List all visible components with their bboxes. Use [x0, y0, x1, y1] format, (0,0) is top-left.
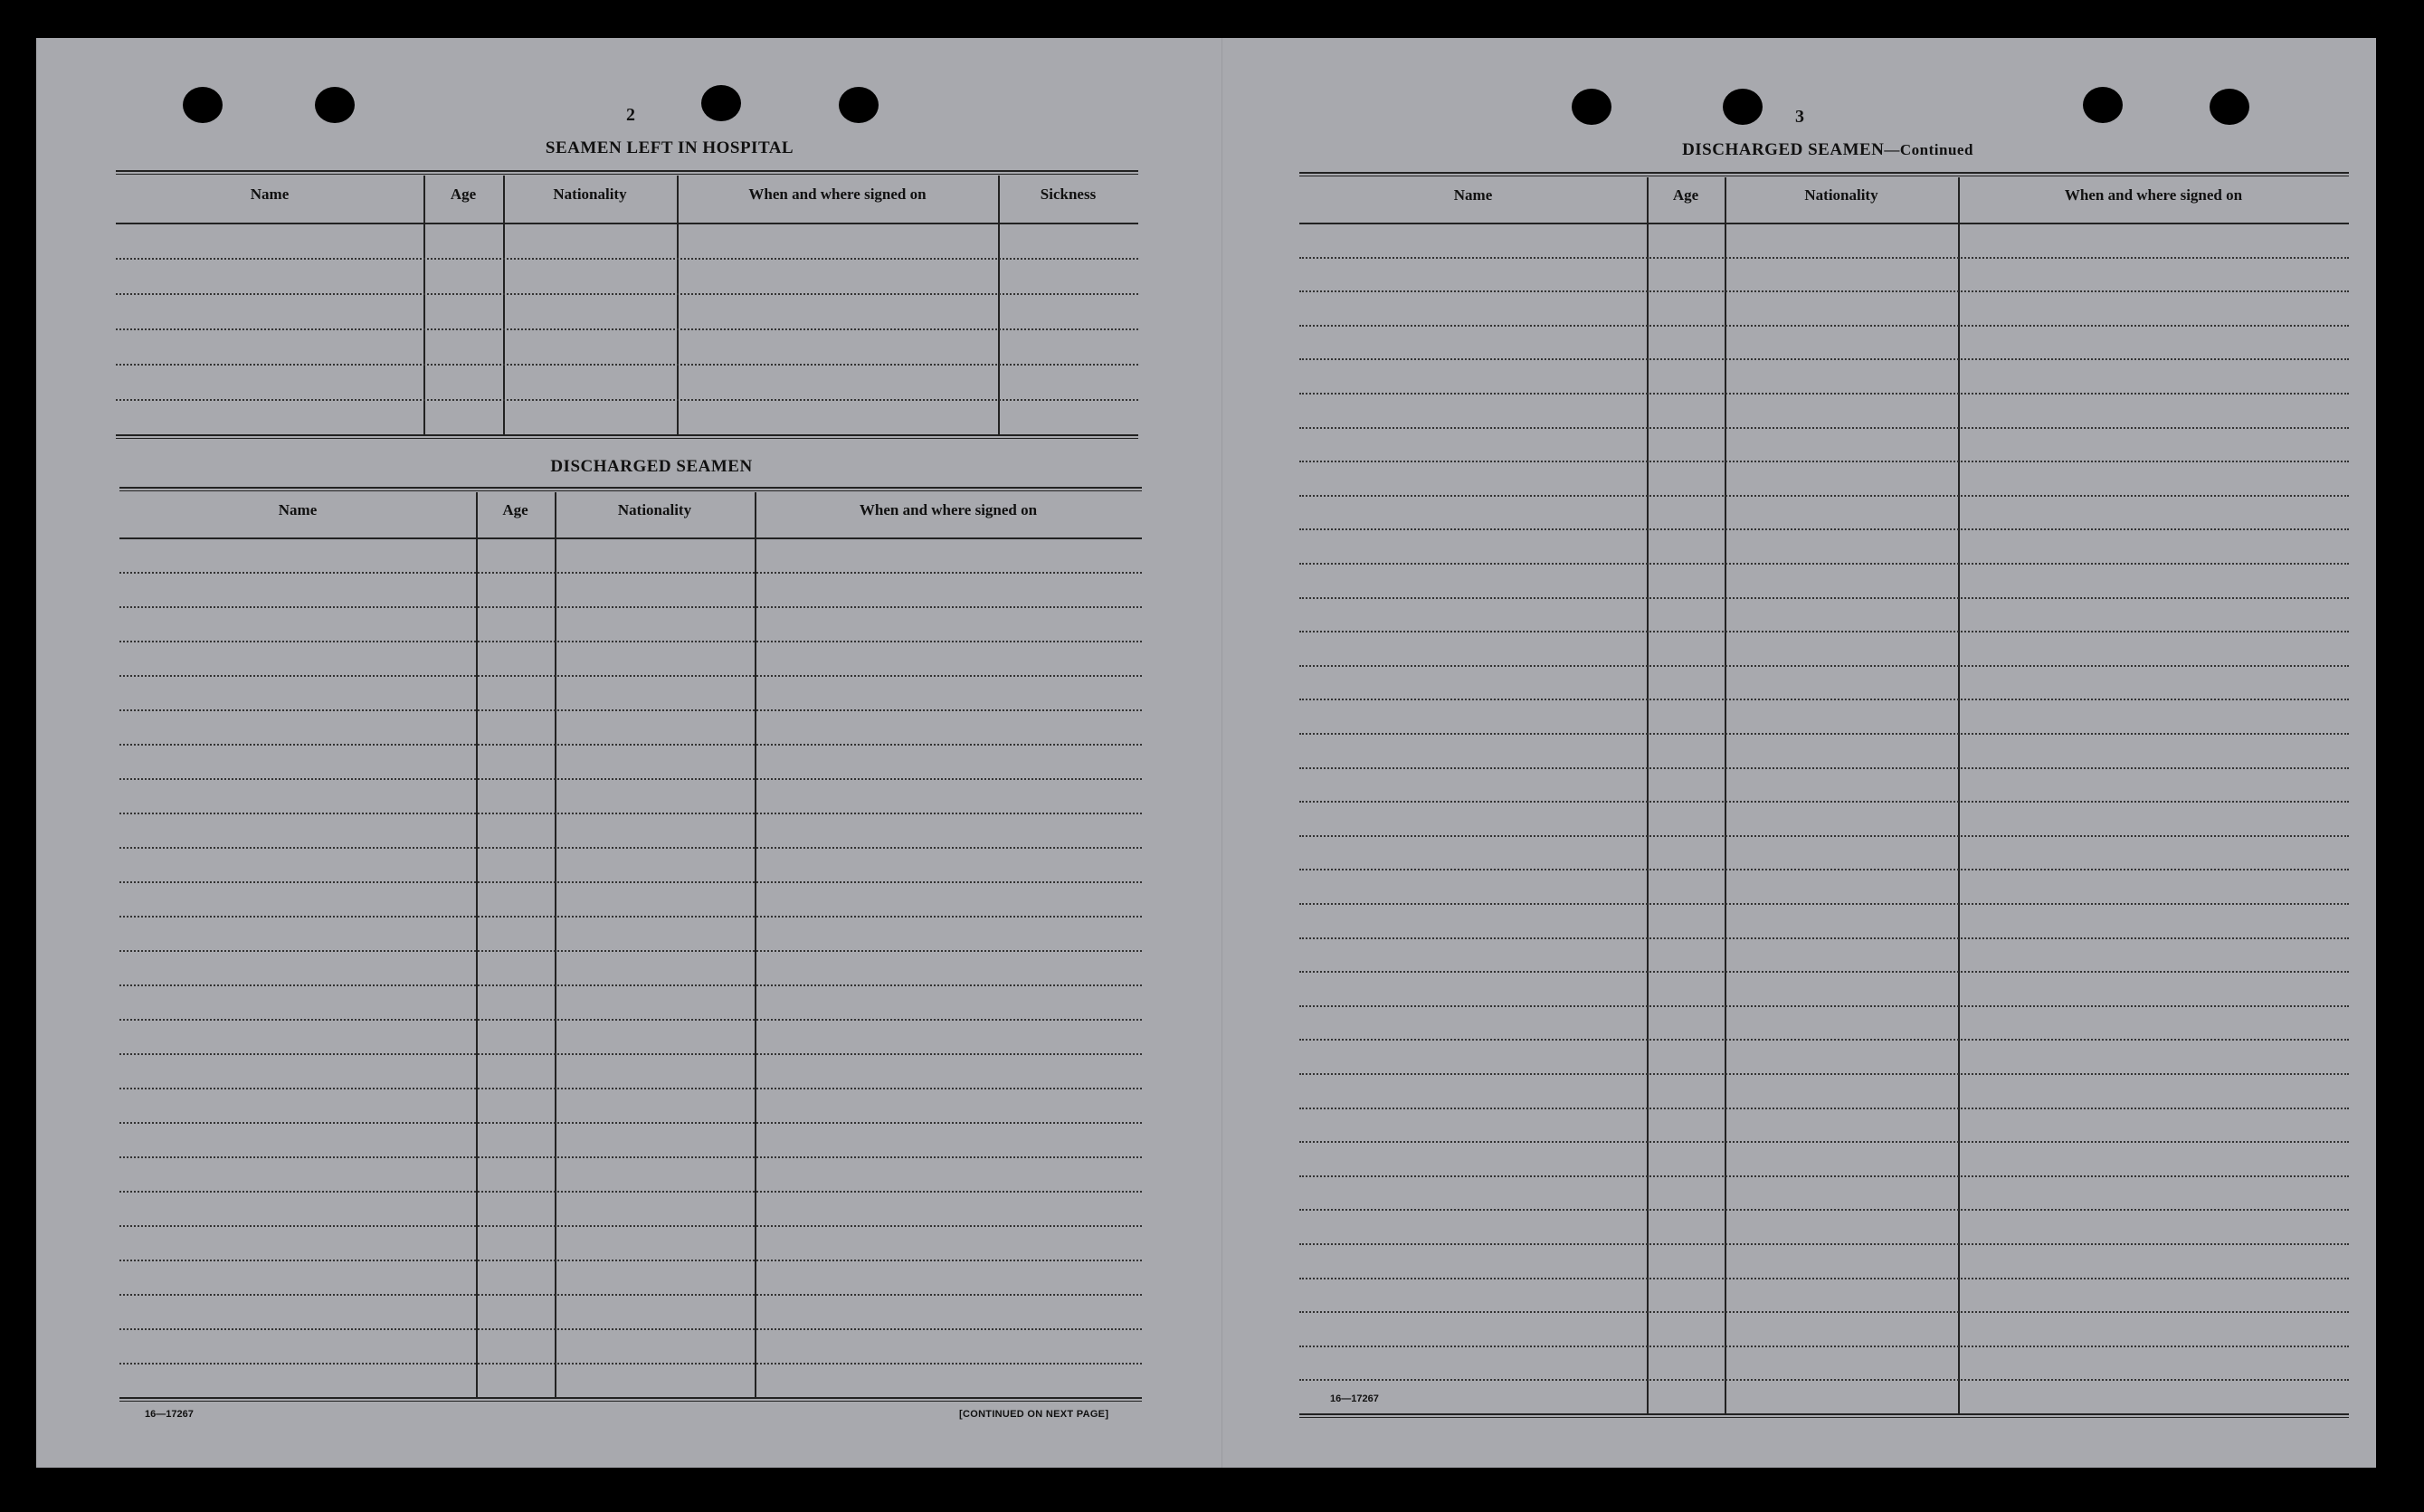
table-row: [119, 1294, 1142, 1296]
table-row: [1299, 733, 2349, 735]
table-row: [1299, 461, 2349, 462]
table-row: [116, 328, 1138, 330]
table-row: [119, 1260, 1142, 1261]
punch-hole: [315, 87, 355, 123]
column-divider: [1647, 177, 1649, 1413]
header-rule: [1299, 223, 2349, 224]
table-row: [1299, 1108, 2349, 1109]
table-row: [1299, 427, 2349, 429]
table-row: [119, 1156, 1142, 1158]
table-row: [119, 1328, 1142, 1330]
table-row: [1299, 835, 2349, 837]
punch-hole: [701, 85, 741, 121]
table-row: [1299, 1243, 2349, 1245]
column-divider: [476, 492, 478, 1397]
table-row: [1299, 767, 2349, 769]
table-bottom-rule: [1299, 1413, 2349, 1418]
table-row: [1299, 971, 2349, 973]
table-row: [1299, 1005, 2349, 1007]
punch-hole: [2210, 89, 2249, 125]
column-divider: [1958, 177, 1960, 1413]
form-sheet: [36, 38, 2376, 1468]
table-row: [1299, 869, 2349, 870]
column-divider: [503, 176, 505, 434]
table-row: [119, 1363, 1142, 1365]
form-number-left: 16—17267: [145, 1409, 194, 1420]
discharged-title: DISCHARGED SEAMEN: [550, 457, 753, 476]
table-row: [1299, 1379, 2349, 1381]
table-row: [119, 984, 1142, 986]
table-row: [1299, 1039, 2349, 1041]
table-top-rule: [116, 170, 1138, 175]
page-number-right: 3: [1795, 107, 1804, 127]
table-row: [119, 744, 1142, 746]
header-rule: [116, 223, 1138, 224]
table-row: [119, 1019, 1142, 1021]
table-row: [119, 1191, 1142, 1193]
page-number-left: 2: [626, 105, 635, 125]
punch-hole: [1572, 89, 1611, 125]
hospital-table: [116, 170, 1138, 476]
discharged-table: [119, 487, 1142, 1403]
table-row: [1299, 1209, 2349, 1211]
column-header: Sickness: [1040, 185, 1097, 203]
table-row: [119, 1225, 1142, 1227]
column-header: When and where signed on: [748, 185, 927, 203]
column-divider: [677, 176, 679, 434]
column-divider: [998, 176, 1000, 434]
table-row: [1299, 1141, 2349, 1143]
table-row: [119, 1053, 1142, 1055]
column-header: Name: [1453, 186, 1493, 204]
table-row: [119, 813, 1142, 814]
table-row: [1299, 903, 2349, 905]
table-row: [1299, 1073, 2349, 1075]
table-row: [1299, 393, 2349, 395]
table-row: [119, 1122, 1142, 1124]
table-row: [1299, 495, 2349, 497]
table-row: [119, 641, 1142, 642]
table-row: [1299, 290, 2349, 292]
punch-hole: [2083, 87, 2123, 123]
title-main: DISCHARGED SEAMEN: [1682, 140, 1885, 159]
table-row: [119, 675, 1142, 677]
table-row: [119, 847, 1142, 849]
table-row: [1299, 563, 2349, 565]
column-header: Age: [450, 185, 477, 203]
table-row: [1299, 1175, 2349, 1177]
column-header: Age: [502, 501, 528, 518]
title-suffix: —Continued: [1884, 141, 1973, 158]
table-row: [119, 950, 1142, 952]
column-header: When and where signed on: [859, 501, 1038, 518]
header-rule: [119, 537, 1142, 539]
column-header: When and where signed on: [2064, 186, 2243, 204]
table-row: [119, 881, 1142, 883]
hospital-title: SEAMEN LEFT IN HOSPITAL: [545, 138, 794, 157]
table-row: [1299, 597, 2349, 599]
table-row: [116, 258, 1138, 260]
table-row: [119, 572, 1142, 574]
table-row: [119, 778, 1142, 780]
punch-hole: [1723, 89, 1763, 125]
table-row: [119, 709, 1142, 711]
table-row: [116, 293, 1138, 295]
column-header: Name: [278, 501, 318, 518]
column-header: Name: [250, 185, 290, 203]
table-row: [1299, 631, 2349, 632]
table-row: [1299, 325, 2349, 327]
column-header: Nationality: [553, 185, 627, 203]
table-row: [1299, 1278, 2349, 1279]
table-row: [1299, 358, 2349, 360]
form-number-right: 16—17267: [1330, 1393, 1379, 1404]
table-row: [1299, 665, 2349, 667]
table-row: [116, 399, 1138, 401]
column-header: Nationality: [617, 501, 692, 518]
table-top-rule: [119, 487, 1142, 491]
table-row: [116, 364, 1138, 366]
table-row: [1299, 699, 2349, 700]
table-row: [1299, 528, 2349, 530]
table-bottom-rule: [119, 1397, 1142, 1402]
column-divider: [1725, 177, 1726, 1413]
table-row: [1299, 1311, 2349, 1313]
punch-hole: [839, 87, 879, 123]
discharged-continued-title: [1511, 140, 2144, 160]
table-row: [1299, 257, 2349, 259]
table-row: [119, 916, 1142, 918]
table-row: [119, 606, 1142, 608]
column-header: Age: [1672, 186, 1699, 204]
column-divider: [423, 176, 425, 434]
column-divider: [555, 492, 556, 1397]
table-bottom-rule: [116, 434, 1138, 439]
table-row: [1299, 1346, 2349, 1347]
column-header: Nationality: [1804, 186, 1878, 204]
column-divider: [755, 492, 756, 1397]
discharged-continued-table: [1299, 172, 2349, 1421]
table-row: [119, 1088, 1142, 1089]
punch-hole: [183, 87, 223, 123]
table-row: [1299, 801, 2349, 803]
table-row: [1299, 937, 2349, 939]
continued-note: [CONTINUED ON NEXT PAGE]: [959, 1409, 1109, 1420]
table-top-rule: [1299, 172, 2349, 176]
